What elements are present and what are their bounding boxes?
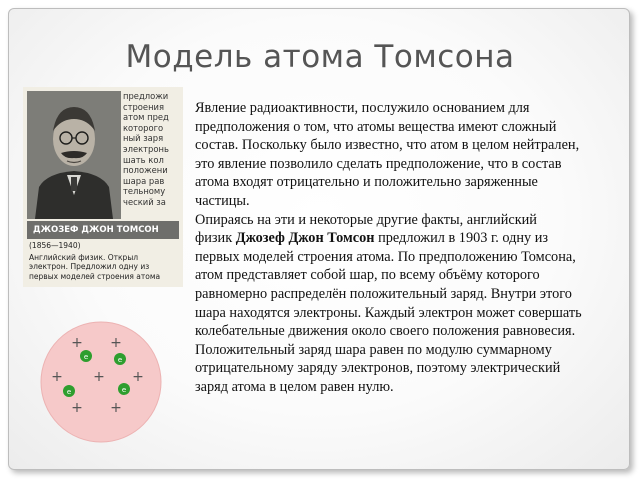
textbook-clipping: [23, 87, 183, 287]
body-line: равномерно распределён положительный заряд. Внутри этого: [195, 285, 572, 302]
plus-sign: +: [132, 369, 144, 385]
scientist-name: Джозеф Джон Томсон: [235, 230, 375, 247]
body-line: шара находятся электроны. Каждый электрон может совершать: [195, 304, 582, 321]
body-line: отрицательному заряду электронов, поэтому электрический: [195, 360, 561, 377]
electron-label: e: [83, 353, 89, 361]
plus-sign: +: [71, 400, 83, 416]
slide: [8, 8, 630, 470]
side-text-line: предложи: [123, 91, 169, 101]
body-line: предположения о том, что атомы вещества имеют сложный: [195, 118, 557, 135]
body-line: атома входят отрицательно и положительно заряженные: [195, 174, 538, 191]
body-line: частицы.: [195, 192, 250, 209]
body-line: это явление позволило сделать предположение, что в состав: [195, 155, 562, 172]
side-text-line: тельному: [123, 186, 166, 197]
body-line: состав. Поскольку было известно, что атом в целом нейтрален,: [195, 137, 580, 154]
body-line: атом представляет собой шар, по всему объёму которого: [195, 267, 540, 284]
plus-sign: +: [110, 400, 122, 416]
portrait-drawing: [27, 91, 121, 219]
body-line-prefix: физик: [195, 230, 236, 247]
plus-sign: +: [71, 335, 83, 351]
caption-line: первых моделей строения атома: [29, 271, 161, 281]
body-line: Опираясь на эти и некоторые другие факты, английский: [195, 211, 537, 228]
side-text-line: строения: [123, 101, 165, 112]
electron-label: e: [121, 386, 127, 394]
slide-title: Модель атома Томсона: [125, 39, 515, 75]
clipping-side-text: [123, 91, 183, 208]
body-line: Положительный заряд шара равен по модулю суммарному: [195, 341, 552, 358]
plus-sign: +: [110, 335, 122, 351]
body-line-suffix: предложил в 1903 г. одну из: [374, 230, 549, 247]
side-text-line: ческий за: [123, 196, 166, 207]
body-line: первых моделей строения атома. По предположению Томсона,: [195, 248, 576, 265]
plus-sign: +: [51, 369, 63, 385]
side-text-line: электронь: [123, 143, 169, 154]
caption-line: Английский физик. Открыл: [29, 253, 139, 262]
electron-label: e: [66, 388, 72, 396]
side-text-line: положени: [123, 165, 168, 176]
side-text-line: которого: [123, 122, 164, 133]
body-line: заряд атома в целом равен нулю.: [195, 378, 394, 395]
side-text-line: ный заря: [123, 133, 164, 144]
plus-sign: +: [93, 369, 105, 385]
portrait-caption: [29, 253, 179, 281]
body-line: колебательные движения около своего положения равновесия.: [195, 323, 576, 340]
side-text-line: шара рав: [123, 175, 165, 186]
portrait-name-banner: ДЖОЗЕФ ДЖОН ТОМСОН: [27, 221, 179, 239]
thomson-portrait: [27, 91, 121, 219]
portrait-years: (1856—1940): [29, 241, 81, 250]
thomson-atom-model: [39, 320, 163, 444]
body-line: Явление радиоактивности, послужило основанием для: [195, 100, 530, 116]
side-text-line: атом пред: [123, 112, 169, 123]
slide-body-text: [195, 99, 637, 397]
side-text-line: шать кол: [123, 154, 164, 165]
electron-label: e: [117, 356, 123, 364]
caption-line: электрон. Предложил одну из: [29, 262, 150, 272]
body-line-with-name: [195, 229, 637, 248]
